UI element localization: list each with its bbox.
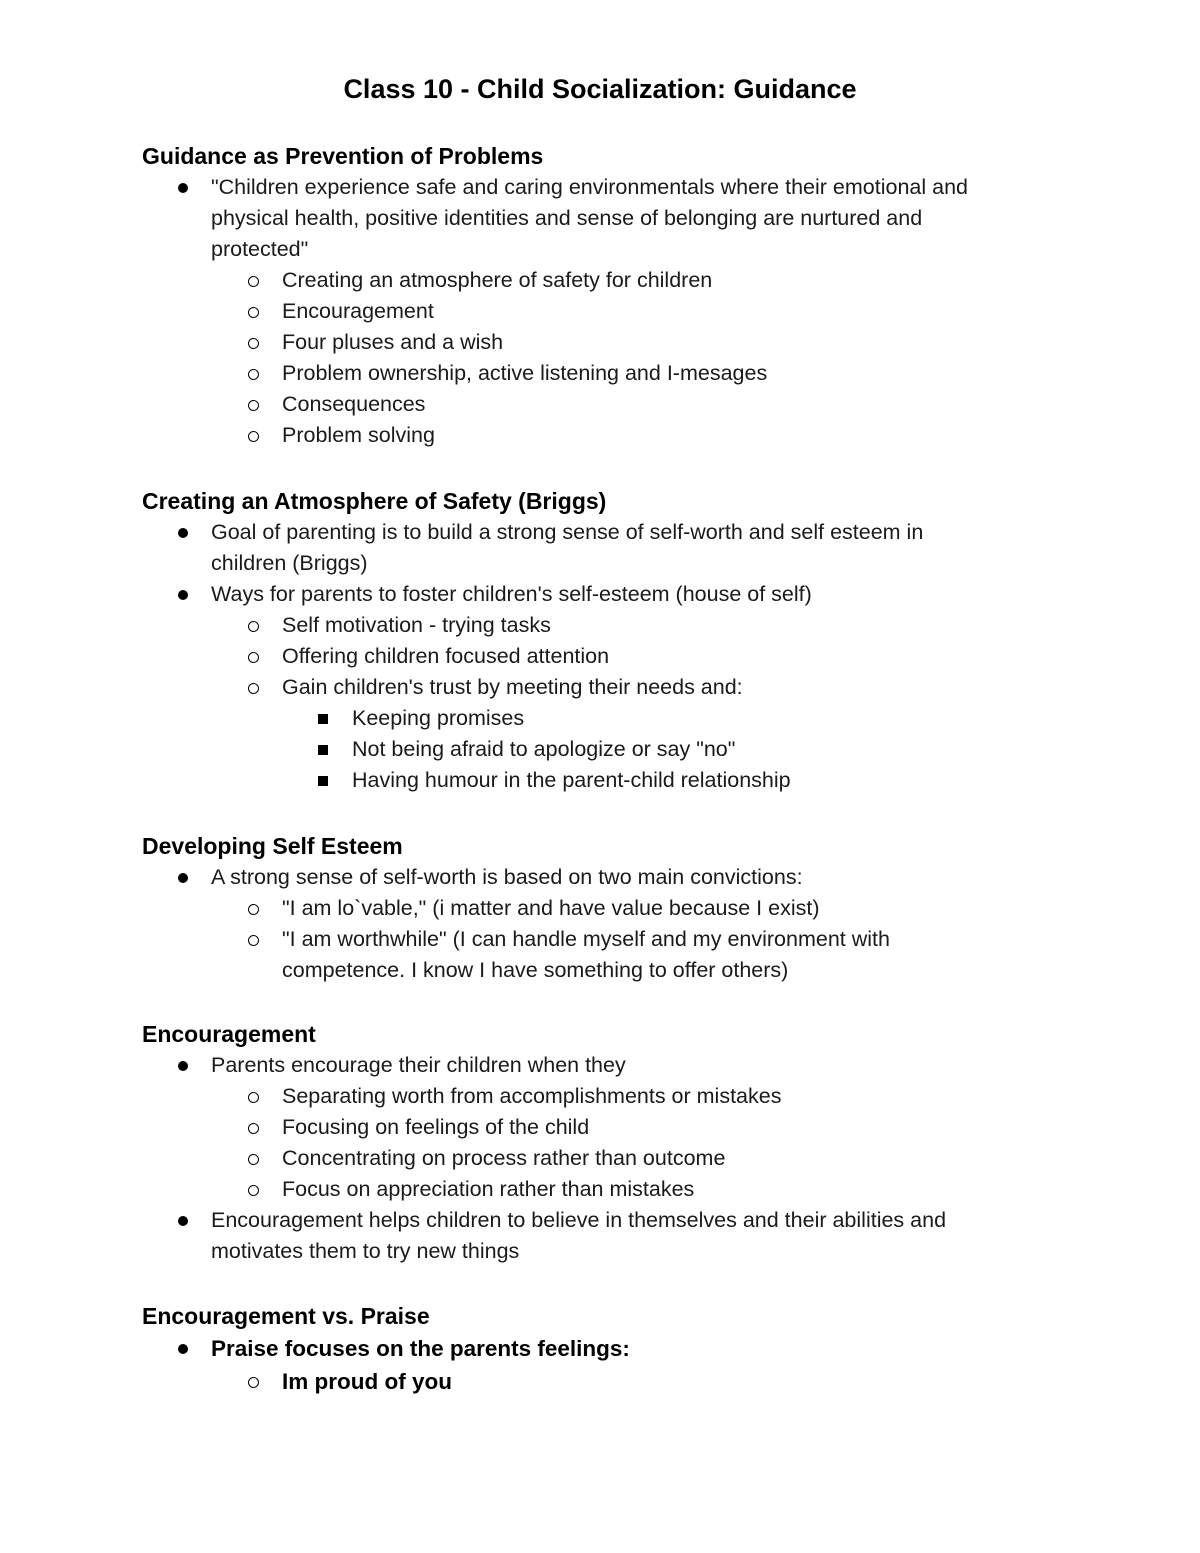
list-item-line: Problem solving [282, 423, 435, 447]
list-item-line: Praise focuses on the parents feelings: [211, 1336, 630, 1361]
bullet-circle-icon [248, 338, 259, 349]
bullet-circle-icon [248, 621, 259, 632]
list-item-line: Problem ownership, active listening and I-mesages [282, 361, 768, 385]
list-item-line: Im proud of you [282, 1369, 452, 1394]
bullet-circle-icon [248, 1185, 259, 1196]
list-item-line: protected" [211, 237, 309, 261]
list-item-line: Focus on appreciation rather than mistakes [282, 1177, 695, 1201]
bullet-disc-icon [178, 1061, 188, 1071]
section-heading: Developing Self Esteem [142, 833, 403, 859]
bullet-circle-icon [248, 1123, 259, 1134]
list-item-line: "Children experience safe and caring environmentals where their emotional and [211, 175, 968, 199]
bullet-circle-icon [248, 431, 259, 442]
bullet-circle-icon [248, 307, 259, 318]
list-item-line: Focusing on feelings of the child [282, 1115, 590, 1139]
list-item-line: A strong sense of self-worth is based on two main convictions: [211, 865, 803, 889]
bullet-circle-icon [248, 1092, 259, 1103]
list-item-line: physical health, positive identities and sense of belonging are nurtured and [211, 206, 923, 230]
list-item-line: motivates them to try new things [211, 1239, 520, 1263]
list-item-line: Separating worth from accomplishments or mistakes [282, 1084, 782, 1108]
list-item-line: Creating an atmosphere of safety for children [282, 268, 713, 292]
bullet-circle-icon [248, 276, 259, 287]
list-item-line: Encouragement helps children to believe in themselves and their abilities and [211, 1208, 947, 1232]
bullet-circle-icon [248, 1154, 259, 1165]
list-item-line: Keeping promises [352, 706, 525, 730]
bullet-circle-icon [248, 683, 259, 694]
section-heading: Guidance as Prevention of Problems [142, 143, 544, 169]
list-item-line: Parents encourage their children when they [211, 1053, 626, 1077]
bullet-disc-icon [178, 183, 188, 193]
bullet-circle-icon [248, 652, 259, 663]
bullet-circle-icon [248, 1377, 259, 1388]
list-item-line: Concentrating on process rather than outcome [282, 1146, 726, 1170]
bullet-disc-icon [178, 1344, 188, 1354]
list-item-line: Ways for parents to foster children's self-esteem (house of self) [211, 582, 812, 606]
bullet-circle-icon [248, 369, 259, 380]
section-heading: Encouragement vs. Praise [142, 1303, 430, 1329]
list-item-line: Encouragement [282, 299, 434, 323]
bullet-disc-icon [178, 873, 188, 883]
list-item-line: Not being afraid to apologize or say "no" [352, 737, 736, 761]
section-heading: Encouragement [142, 1021, 316, 1047]
bullet-disc-icon [178, 590, 188, 600]
bullet-circle-icon [248, 904, 259, 915]
list-item-line: Goal of parenting is to build a strong sense of self-worth and self esteem in [211, 520, 924, 544]
list-item-line: Four pluses and a wish [282, 330, 504, 354]
list-item-line: children (Briggs) [211, 551, 368, 575]
list-item-line: "I am lo`vable," (i matter and have value because I exist) [282, 896, 820, 920]
bullet-disc-icon [178, 1216, 188, 1226]
document-title: Class 10 - Child Socialization: Guidance [343, 74, 857, 104]
list-item-line: Self motivation - trying tasks [282, 613, 551, 637]
bullet-square-icon [318, 745, 328, 755]
bullet-disc-icon [178, 528, 188, 538]
list-item-line: Offering children focused attention [282, 644, 610, 668]
list-item-line: Consequences [282, 392, 426, 416]
bullet-square-icon [318, 776, 328, 786]
bullet-circle-icon [248, 400, 259, 411]
list-item-line: competence. I know I have something to offer others) [282, 958, 789, 982]
list-item-line: "I am worthwhile" (I can handle myself and my environment with [282, 927, 890, 951]
bullet-square-icon [318, 714, 328, 724]
section-heading: Creating an Atmosphere of Safety (Briggs) [142, 488, 607, 514]
bullet-circle-icon [248, 935, 259, 946]
list-item-line: Having humour in the parent-child relationship [352, 768, 791, 792]
list-item-line: Gain children's trust by meeting their needs and: [282, 675, 743, 699]
